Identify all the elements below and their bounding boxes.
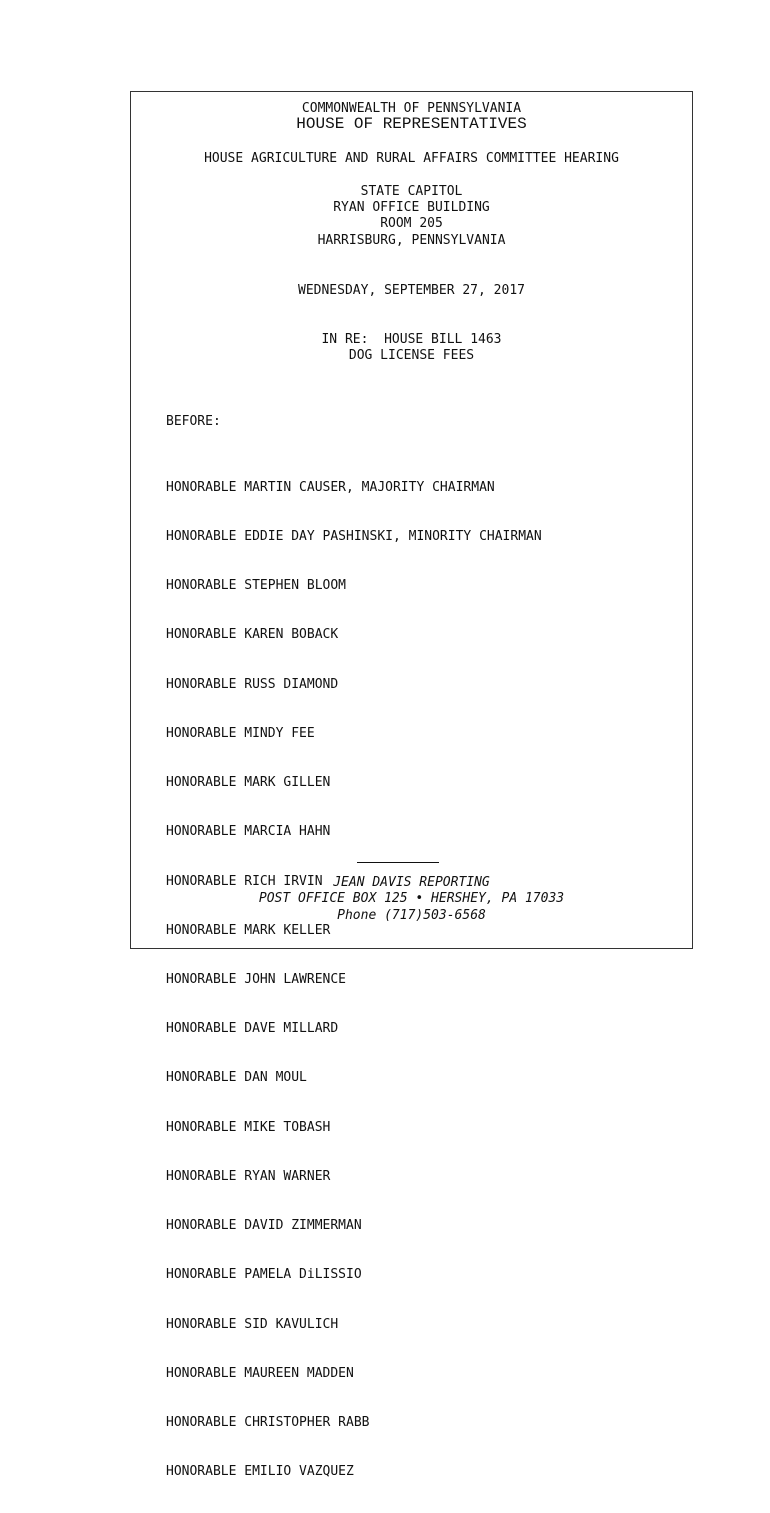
- member-item: HONORABLE DAVID ZIMMERMAN: [166, 1218, 362, 1234]
- before-label: BEFORE:: [166, 414, 221, 429]
- committee-heading: HOUSE AGRICULTURE AND RURAL AFFAIRS COMMITTEE HEARING: [204, 151, 619, 166]
- location-line-2: RYAN OFFICE BUILDING: [333, 200, 490, 215]
- member-item: HONORABLE MARCIA HAHN: [166, 824, 331, 840]
- member-item: HONORABLE STEPHEN BLOOM: [166, 578, 347, 594]
- member-item: HONORABLE RICH IRVIN: [166, 873, 323, 889]
- location-line-1: STATE CAPITOL: [360, 184, 463, 199]
- member-item: HONORABLE DAVE MILLARD: [166, 1021, 339, 1037]
- member-item: HONORABLE RUSS DIAMOND: [166, 676, 339, 692]
- member-item: HONORABLE MARTIN CAUSER, MAJORITY CHAIRMAN: [166, 479, 495, 495]
- member-item: HONORABLE RYAN WARNER: [166, 1168, 331, 1184]
- member-item: HONORABLE SID KAVULICH: [166, 1316, 339, 1332]
- member-item: HONORABLE MARK KELLER: [166, 922, 331, 938]
- member-item: HONORABLE PAMELA DiLISSIO: [166, 1267, 362, 1283]
- member-item: HONORABLE EMILIO VAZQUEZ: [166, 1464, 354, 1480]
- house-heading: HOUSE OF REPRESENTATIVES: [296, 115, 527, 133]
- member-item: HONORABLE JOHN LAWRENCE: [166, 972, 347, 987]
- member-item: HONORABLE CHRISTOPHER RABB: [166, 1414, 370, 1430]
- subject-line-1: IN RE: HOUSE BILL 1463: [321, 332, 502, 347]
- reporter-phone: Phone (717)503-6568: [337, 908, 486, 923]
- member-item: HONORABLE MIKE TOBASH: [166, 1119, 331, 1135]
- member-item: HONORABLE DAN MOUL: [166, 1070, 307, 1086]
- member-item: HONORABLE MAUREEN MADDEN: [166, 1365, 354, 1381]
- subject-line-2: DOG LICENSE FEES: [348, 348, 475, 363]
- committee-member-list: [166, 447, 542, 1513]
- footer-divider: [357, 862, 439, 863]
- commonwealth-heading: COMMONWEALTH OF PENNSYLVANIA: [301, 101, 522, 116]
- member-item: HONORABLE EDDIE DAY PASHINSKI, MINORITY CHAIRMAN: [166, 529, 542, 545]
- member-item: HONORABLE KAREN BOBACK: [166, 627, 339, 643]
- reporter-address: POST OFFICE BOX 125 • HERSHEY, PA 17033: [258, 891, 565, 906]
- member-item: HONORABLE MARK GILLEN: [166, 775, 331, 791]
- reporter-name: JEAN DAVIS REPORTING: [333, 875, 490, 890]
- hearing-date: WEDNESDAY, SEPTEMBER 27, 2017: [298, 283, 525, 298]
- location-line-4: HARRISBURG, PENNSYLVANIA: [317, 233, 506, 248]
- location-line-3: ROOM 205: [380, 216, 443, 231]
- member-item: HONORABLE MINDY FEE: [166, 725, 315, 741]
